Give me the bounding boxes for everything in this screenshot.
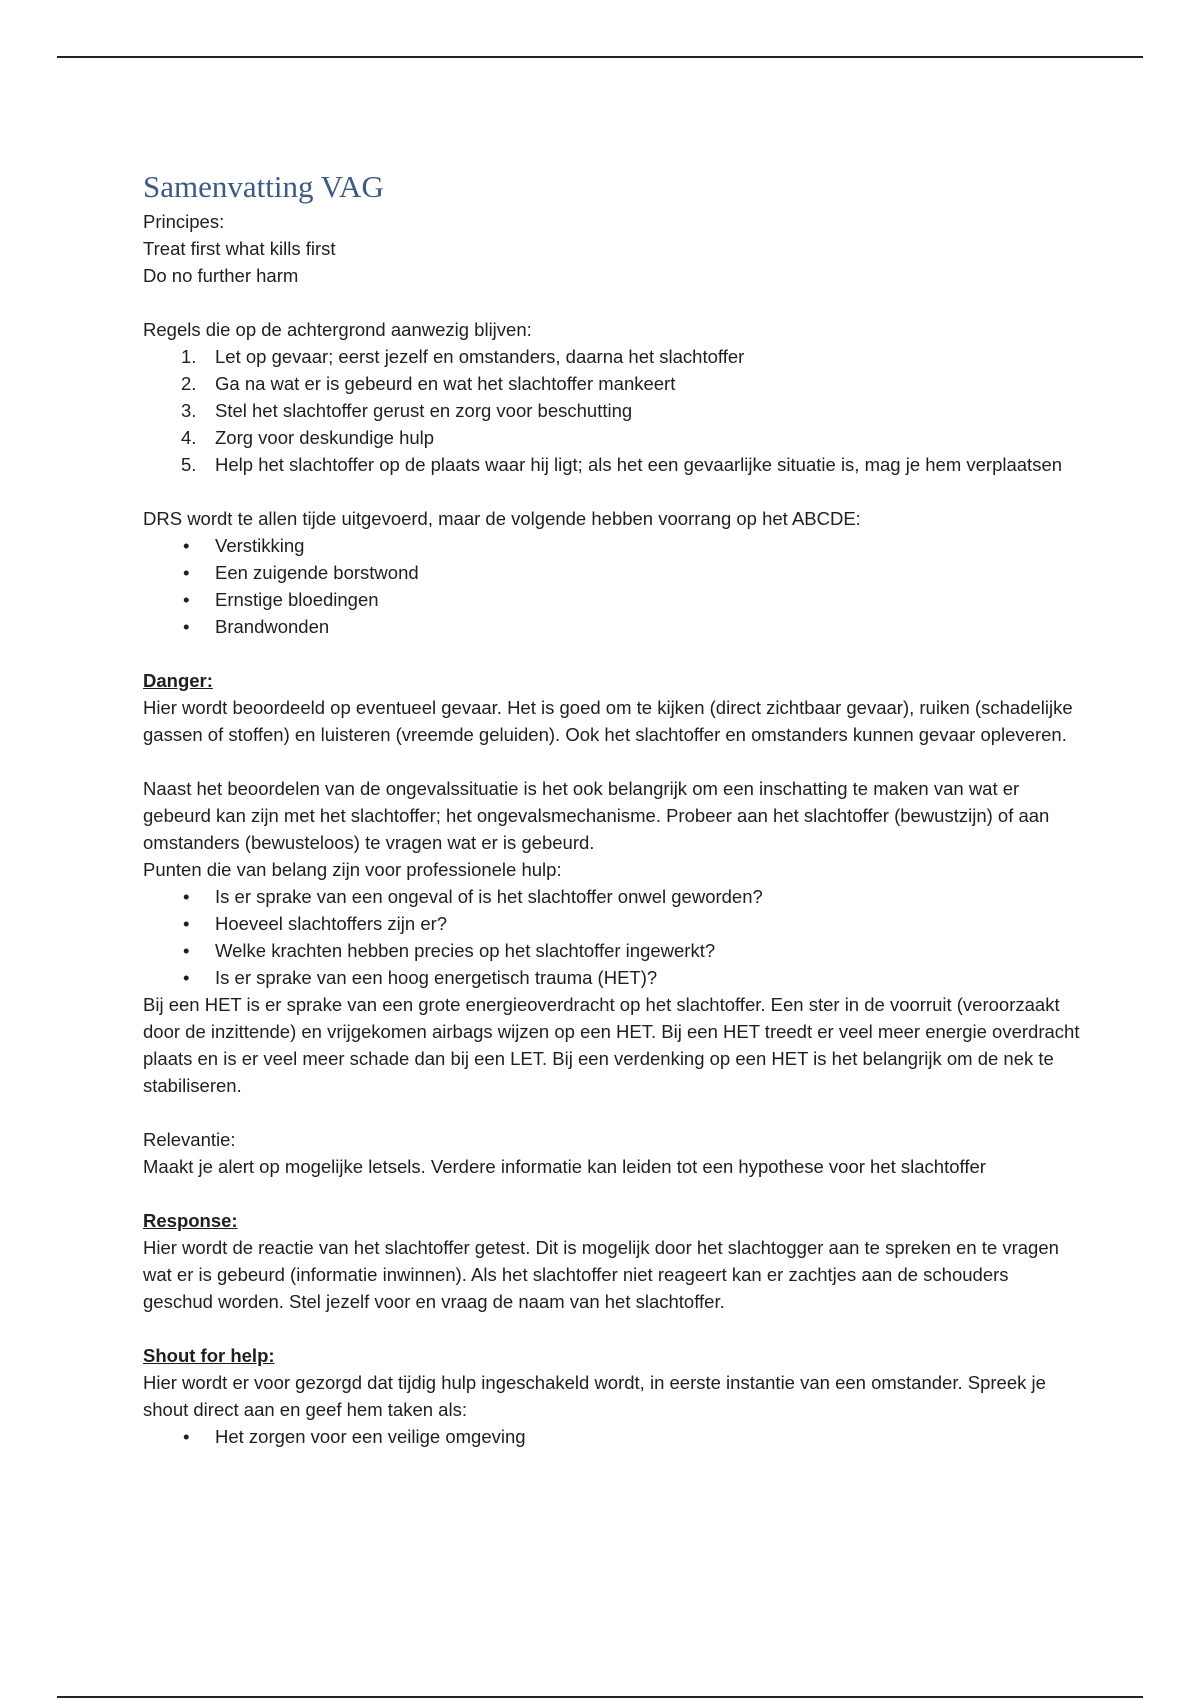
relevance-text: Maakt je alert op mogelijke letsels. Verdere informatie kan leiden tot een hypothese voor het slachtoffer: [143, 1156, 986, 1177]
list-item: • Een zuigende borstwond: [143, 559, 1083, 586]
list-item: • Brandwonden: [143, 613, 1083, 640]
list-item: 1. Let op gevaar; eerst jezelf en omstanders, daarna het slachtoffer: [181, 346, 745, 367]
response-paragraph: Hier wordt de reactie van het slachtoffer getest. Dit is mogelijk door het slachtogger aan te spreken en te vragen wat er is gebeurd (informatie inwinnen). Als het slachtoffer niet reageert kan er zachtjes aan de schouders geschud worden. Stel jezelf voor en vraag de naam van het slachtoffer.: [143, 1237, 1059, 1312]
list-item: • Ernstige bloedingen: [143, 586, 1083, 613]
list-item: • Hoeveel slachtoffers zijn er?: [143, 910, 1083, 937]
bullet-icon: •: [183, 589, 190, 610]
danger-paragraph: Hier wordt beoordeeld op eventueel gevaar. Het is goed om te kijken (direct zichtbaar gevaar), ruiken (schadelijke gassen of stoffen) en luisteren (vreemde geluiden). Ook het slachtoffer en omstanders kunnen gevaar opleveren.: [143, 697, 1073, 745]
danger-paragraph: Naast het beoordelen van de ongevalssituatie is het ook belangrijk om een inschatting te maken van wat er gebeurd kan zijn met het slachtoffer; het ongevalsmechanisme. Probeer aan het slachtoffer (bewustzijn) of aan omstanders (bewusteloos) te vragen wat er is gebeurd.: [143, 778, 1050, 853]
shout-heading: Shout for help:: [143, 1345, 275, 1366]
principle-item: Treat first what kills first: [143, 238, 336, 259]
bullet-icon: •: [183, 967, 190, 988]
het-paragraph: Bij een HET is er sprake van een grote energieoverdracht op het slachtoffer. Een ster in de voorruit (veroorzaakt door de inzittende) en vrijgekomen airbags wijzen op een HET. Bij een HET treedt er veel meer energie overdracht plaats en is er veel meer schade dan bij een LET. Bij een verdenking op een HET is het belangrijk om de nek te stabiliseren.: [143, 994, 1080, 1096]
list-item: • Verstikking: [143, 532, 1083, 559]
list-item: 5. Help het slachtoffer op de plaats waar hij ligt; als het een gevaarlijke situatie is, mag je hem verplaatsen: [181, 454, 1063, 475]
document-body: [143, 166, 1083, 1450]
bullet-icon: •: [183, 940, 190, 961]
list-item: • Welke krachten hebben precies op het slachtoffer ingewerkt?: [143, 937, 1083, 964]
points-list: [143, 883, 1083, 991]
rules-intro: Regels die op de achtergrond aanwezig blijven:: [143, 319, 532, 340]
list-item: • Is er sprake van een hoog energetisch trauma (HET)?: [143, 964, 1083, 991]
header-rule: [57, 56, 1143, 58]
points-intro: Punten die van belang zijn voor professionele hulp:: [143, 859, 562, 880]
bullet-icon: •: [183, 1426, 190, 1447]
response-heading: Response:: [143, 1210, 238, 1231]
list-item: 2. Ga na wat er is gebeurd en wat het slachtoffer mankeert: [181, 373, 676, 394]
list-item: • Is er sprake van een ongeval of is het slachtoffer onwel geworden?: [143, 883, 1083, 910]
list-item: 4. Zorg voor deskundige hulp: [181, 427, 435, 448]
principles-label: Principes:: [143, 211, 225, 232]
danger-heading: Danger:: [143, 670, 213, 691]
drs-intro: DRS wordt te allen tijde uitgevoerd, maar de volgende hebben voorrang op het ABCDE:: [143, 508, 861, 529]
bullet-icon: •: [183, 562, 190, 583]
bullet-icon: •: [183, 616, 190, 637]
list-item: 3. Stel het slachtoffer gerust en zorg voor beschutting: [181, 400, 633, 421]
shout-list: [143, 1423, 1083, 1450]
relevance-label: Relevantie:: [143, 1129, 236, 1150]
drs-list: [143, 532, 1083, 640]
bullet-icon: •: [183, 886, 190, 907]
bullet-icon: •: [183, 535, 190, 556]
shout-paragraph: Hier wordt er voor gezorgd dat tijdig hulp ingeschakeld wordt, in eerste instantie van een omstander. Spreek je shout direct aan en geef hem taken als:: [143, 1372, 1046, 1420]
bullet-icon: •: [183, 913, 190, 934]
document-title: Samenvatting VAG: [143, 169, 384, 204]
rules-list: [143, 343, 1083, 478]
principle-item: Do no further harm: [143, 265, 299, 286]
footer-rule: [57, 1696, 1143, 1698]
list-item: • Het zorgen voor een veilige omgeving: [143, 1423, 1083, 1450]
